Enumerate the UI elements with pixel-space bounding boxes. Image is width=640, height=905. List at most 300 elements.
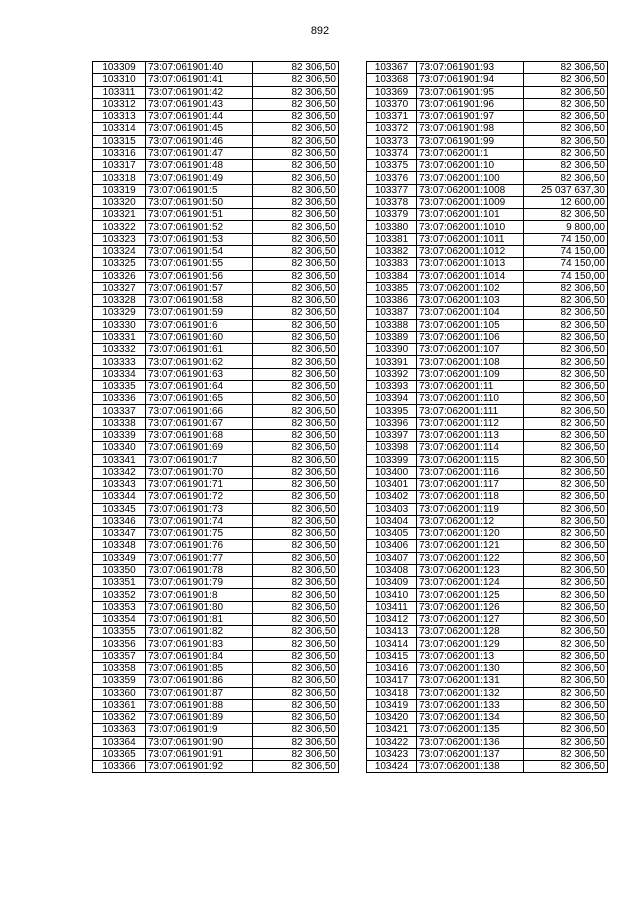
row-number-cell: 103329 — [93, 307, 146, 319]
table-row — [367, 344, 608, 356]
table-row — [367, 626, 608, 638]
row-number-cell: 103393 — [367, 380, 417, 392]
value-cell: 82 306,50 — [524, 650, 608, 662]
table-row — [93, 613, 339, 625]
value-cell: 82 306,50 — [253, 540, 339, 552]
row-number-cell: 103355 — [93, 626, 146, 638]
row-number-cell: 103411 — [367, 601, 417, 613]
cadastral-number-cell: 73:07:061901:88 — [146, 699, 253, 711]
row-number-cell: 103422 — [367, 736, 417, 748]
row-number-cell: 103381 — [367, 233, 417, 245]
table-row — [93, 282, 339, 294]
value-cell: 82 306,50 — [524, 699, 608, 711]
cadastral-number-cell: 73:07:061901:61 — [146, 344, 253, 356]
cadastral-number-cell: 73:07:061901:68 — [146, 429, 253, 441]
cadastral-number-cell: 73:07:061901:41 — [146, 74, 253, 86]
cadastral-number-cell: 73:07:061901:70 — [146, 466, 253, 478]
table-row — [93, 503, 339, 515]
cadastral-number-cell: 73:07:062001:1010 — [417, 221, 524, 233]
cadastral-number-cell: 73:07:062001:121 — [417, 540, 524, 552]
value-cell: 82 306,50 — [524, 687, 608, 699]
cadastral-number-cell: 73:07:061901:92 — [146, 761, 253, 773]
value-cell: 82 306,50 — [524, 368, 608, 380]
row-number-cell: 103406 — [367, 540, 417, 552]
cadastral-number-cell: 73:07:062001:131 — [417, 675, 524, 687]
row-number-cell: 103404 — [367, 515, 417, 527]
cadastral-number-cell: 73:07:062001:107 — [417, 344, 524, 356]
cadastral-number-cell: 73:07:062001:110 — [417, 393, 524, 405]
value-cell: 82 306,50 — [524, 552, 608, 564]
row-number-cell: 103371 — [367, 111, 417, 123]
value-cell: 82 306,50 — [253, 552, 339, 564]
cadastral-number-cell: 73:07:061901:51 — [146, 209, 253, 221]
cadastral-number-cell: 73:07:061901:49 — [146, 172, 253, 184]
table-row — [93, 601, 339, 613]
cadastral-number-cell: 73:07:062001:108 — [417, 356, 524, 368]
table-row — [93, 466, 339, 478]
value-cell: 82 306,50 — [524, 86, 608, 98]
cadastral-number-cell: 73:07:061901:7 — [146, 454, 253, 466]
value-cell: 82 306,50 — [253, 663, 339, 675]
cadastral-number-cell: 73:07:061901:50 — [146, 196, 253, 208]
value-cell: 82 306,50 — [524, 405, 608, 417]
value-cell: 82 306,50 — [524, 503, 608, 515]
row-number-cell: 103401 — [367, 479, 417, 491]
row-number-cell: 103403 — [367, 503, 417, 515]
cadastral-number-cell: 73:07:061901:55 — [146, 258, 253, 270]
value-cell: 82 306,50 — [253, 626, 339, 638]
cadastral-number-cell: 73:07:061901:89 — [146, 712, 253, 724]
cadastral-number-cell: 73:07:062001:105 — [417, 319, 524, 331]
cadastral-number-cell: 73:07:061901:40 — [146, 62, 253, 74]
table-row — [93, 748, 339, 760]
table-row — [367, 712, 608, 724]
row-number-cell: 103314 — [93, 123, 146, 135]
value-cell: 82 306,50 — [253, 307, 339, 319]
value-cell: 82 306,50 — [253, 712, 339, 724]
row-number-cell: 103332 — [93, 344, 146, 356]
value-cell: 82 306,50 — [524, 761, 608, 773]
cadastral-number-cell: 73:07:061901:5 — [146, 184, 253, 196]
table-row — [367, 699, 608, 711]
row-number-cell: 103418 — [367, 687, 417, 699]
cadastral-number-cell: 73:07:061901:80 — [146, 601, 253, 613]
cadastral-number-cell: 73:07:061901:96 — [417, 98, 524, 110]
table-row — [93, 540, 339, 552]
table-row — [93, 245, 339, 257]
row-number-cell: 103327 — [93, 282, 146, 294]
row-number-cell: 103370 — [367, 98, 417, 110]
row-number-cell: 103321 — [93, 209, 146, 221]
cadastral-number-cell: 73:07:061901:42 — [146, 86, 253, 98]
cadastral-number-cell: 73:07:061901:90 — [146, 736, 253, 748]
value-cell: 82 306,50 — [524, 98, 608, 110]
value-cell: 82 306,50 — [524, 638, 608, 650]
value-cell: 82 306,50 — [253, 368, 339, 380]
value-cell: 82 306,50 — [253, 564, 339, 576]
value-cell: 74 150,00 — [524, 270, 608, 282]
table-row — [367, 736, 608, 748]
value-cell: 74 150,00 — [524, 258, 608, 270]
value-cell: 82 306,50 — [253, 479, 339, 491]
table-row — [367, 160, 608, 172]
row-number-cell: 103328 — [93, 295, 146, 307]
value-cell: 82 306,50 — [253, 258, 339, 270]
cadastral-number-cell: 73:07:062001:128 — [417, 626, 524, 638]
cadastral-number-cell: 73:07:061901:54 — [146, 245, 253, 257]
cadastral-number-cell: 73:07:061901:62 — [146, 356, 253, 368]
row-number-cell: 103325 — [93, 258, 146, 270]
table-row — [93, 172, 339, 184]
value-cell: 74 150,00 — [524, 233, 608, 245]
table-row — [93, 221, 339, 233]
row-number-cell: 103395 — [367, 405, 417, 417]
table-row — [93, 417, 339, 429]
table-row — [93, 331, 339, 343]
table-row — [367, 601, 608, 613]
table-row — [93, 405, 339, 417]
value-cell: 82 306,50 — [524, 675, 608, 687]
table-row — [93, 564, 339, 576]
cadastral-number-cell: 73:07:061901:79 — [146, 577, 253, 589]
table-body — [93, 62, 339, 773]
row-number-cell: 103323 — [93, 233, 146, 245]
cadastral-number-cell: 73:07:061901:78 — [146, 564, 253, 576]
table-row — [367, 307, 608, 319]
value-cell: 82 306,50 — [524, 663, 608, 675]
table-row — [367, 479, 608, 491]
value-cell: 82 306,50 — [524, 344, 608, 356]
table-row — [93, 233, 339, 245]
table-row — [367, 331, 608, 343]
cadastral-number-cell: 73:07:062001:109 — [417, 368, 524, 380]
table-row — [367, 356, 608, 368]
row-number-cell: 103373 — [367, 135, 417, 147]
row-number-cell: 103320 — [93, 196, 146, 208]
cadastral-number-cell: 73:07:062001:123 — [417, 564, 524, 576]
cadastral-number-cell: 73:07:062001:130 — [417, 663, 524, 675]
value-cell: 82 306,50 — [524, 491, 608, 503]
cadastral-number-cell: 73:07:061901:93 — [417, 62, 524, 74]
cadastral-number-cell: 73:07:062001:127 — [417, 613, 524, 625]
table-row — [367, 417, 608, 429]
table-row — [367, 613, 608, 625]
row-number-cell: 103346 — [93, 515, 146, 527]
table-row — [367, 528, 608, 540]
table-row — [93, 724, 339, 736]
cadastral-number-cell: 73:07:061901:97 — [417, 111, 524, 123]
row-number-cell: 103309 — [93, 62, 146, 74]
value-cell: 82 306,50 — [253, 331, 339, 343]
cadastral-number-cell: 73:07:061901:69 — [146, 442, 253, 454]
value-cell: 25 037 637,30 — [524, 184, 608, 196]
table-row — [93, 111, 339, 123]
table-row — [367, 86, 608, 98]
row-number-cell: 103324 — [93, 245, 146, 257]
cadastral-number-cell: 73:07:062001:104 — [417, 307, 524, 319]
table-row — [367, 147, 608, 159]
table-row — [93, 319, 339, 331]
cadastral-number-cell: 73:07:061901:67 — [146, 417, 253, 429]
cadastral-number-cell: 73:07:061901:60 — [146, 331, 253, 343]
table-row — [367, 74, 608, 86]
row-number-cell: 103413 — [367, 626, 417, 638]
value-cell: 82 306,50 — [253, 356, 339, 368]
value-cell: 82 306,50 — [524, 393, 608, 405]
page-number: 892 — [310, 25, 330, 37]
table-row — [93, 650, 339, 662]
cadastral-number-cell: 73:07:061901:66 — [146, 405, 253, 417]
value-cell: 82 306,50 — [253, 515, 339, 527]
cadastral-number-cell: 73:07:061901:95 — [417, 86, 524, 98]
value-cell: 82 306,50 — [253, 184, 339, 196]
row-number-cell: 103344 — [93, 491, 146, 503]
cadastral-number-cell: 73:07:061901:91 — [146, 748, 253, 760]
cadastral-number-cell: 73:07:062001:1009 — [417, 196, 524, 208]
cadastral-number-cell: 73:07:061901:43 — [146, 98, 253, 110]
table-row — [93, 454, 339, 466]
row-number-cell: 103383 — [367, 258, 417, 270]
table-row — [367, 748, 608, 760]
value-cell: 82 306,50 — [524, 147, 608, 159]
value-cell: 82 306,50 — [253, 295, 339, 307]
value-cell: 82 306,50 — [524, 209, 608, 221]
value-cell: 82 306,50 — [524, 540, 608, 552]
row-number-cell: 103356 — [93, 638, 146, 650]
value-cell: 82 306,50 — [253, 270, 339, 282]
row-number-cell: 103362 — [93, 712, 146, 724]
row-number-cell: 103420 — [367, 712, 417, 724]
value-cell: 82 306,50 — [524, 331, 608, 343]
cadastral-number-cell: 73:07:062001:114 — [417, 442, 524, 454]
value-cell: 82 306,50 — [253, 466, 339, 478]
cadastral-number-cell: 73:07:062001:125 — [417, 589, 524, 601]
row-number-cell: 103337 — [93, 405, 146, 417]
table-row — [367, 319, 608, 331]
value-cell: 82 306,50 — [524, 160, 608, 172]
row-number-cell: 103341 — [93, 454, 146, 466]
cadastral-number-cell: 73:07:061901:45 — [146, 123, 253, 135]
cadastral-number-cell: 73:07:061901:63 — [146, 368, 253, 380]
row-number-cell: 103389 — [367, 331, 417, 343]
table-row — [93, 712, 339, 724]
value-cell: 82 306,50 — [524, 479, 608, 491]
table-row — [93, 344, 339, 356]
value-cell: 82 306,50 — [253, 442, 339, 454]
value-cell: 82 306,50 — [253, 724, 339, 736]
value-cell: 82 306,50 — [524, 748, 608, 760]
value-cell: 82 306,50 — [524, 307, 608, 319]
value-cell: 82 306,50 — [253, 613, 339, 625]
cadastral-number-cell: 73:07:062001:1011 — [417, 233, 524, 245]
table-row — [367, 233, 608, 245]
value-cell: 82 306,50 — [524, 429, 608, 441]
cadastral-number-cell: 73:07:062001:135 — [417, 724, 524, 736]
table-row — [367, 589, 608, 601]
cadastral-number-cell: 73:07:062001:136 — [417, 736, 524, 748]
register-table-right — [366, 61, 608, 773]
table-row — [93, 368, 339, 380]
value-cell: 82 306,50 — [524, 135, 608, 147]
row-number-cell: 103349 — [93, 552, 146, 564]
table-row — [93, 491, 339, 503]
row-number-cell: 103379 — [367, 209, 417, 221]
row-number-cell: 103405 — [367, 528, 417, 540]
row-number-cell: 103347 — [93, 528, 146, 540]
value-cell: 82 306,50 — [253, 74, 339, 86]
row-number-cell: 103336 — [93, 393, 146, 405]
cadastral-number-cell: 73:07:061901:8 — [146, 589, 253, 601]
table-row — [367, 638, 608, 650]
value-cell: 82 306,50 — [253, 638, 339, 650]
value-cell: 82 306,50 — [524, 454, 608, 466]
row-number-cell: 103402 — [367, 491, 417, 503]
cadastral-number-cell: 73:07:061901:58 — [146, 295, 253, 307]
table-row — [93, 258, 339, 270]
table-row — [367, 393, 608, 405]
table-row — [93, 160, 339, 172]
value-cell: 82 306,50 — [253, 748, 339, 760]
table-row — [367, 577, 608, 589]
row-number-cell: 103374 — [367, 147, 417, 159]
value-cell: 82 306,50 — [253, 319, 339, 331]
value-cell: 82 306,50 — [524, 172, 608, 184]
cadastral-number-cell: 73:07:062001:106 — [417, 331, 524, 343]
table-row — [93, 98, 339, 110]
row-number-cell: 103339 — [93, 429, 146, 441]
value-cell: 82 306,50 — [253, 454, 339, 466]
table-row — [367, 454, 608, 466]
row-number-cell: 103351 — [93, 577, 146, 589]
cadastral-number-cell: 73:07:061901:94 — [417, 74, 524, 86]
value-cell: 82 306,50 — [524, 736, 608, 748]
cadastral-number-cell: 73:07:062001:138 — [417, 761, 524, 773]
table-row — [367, 295, 608, 307]
row-number-cell: 103384 — [367, 270, 417, 282]
table-row — [367, 62, 608, 74]
table-row — [93, 74, 339, 86]
value-cell: 82 306,50 — [524, 295, 608, 307]
cadastral-number-cell: 73:07:062001:137 — [417, 748, 524, 760]
value-cell: 82 306,50 — [524, 564, 608, 576]
value-cell: 82 306,50 — [524, 123, 608, 135]
cadastral-number-cell: 73:07:062001:124 — [417, 577, 524, 589]
cadastral-number-cell: 73:07:062001:133 — [417, 699, 524, 711]
row-number-cell: 103377 — [367, 184, 417, 196]
value-cell: 82 306,50 — [253, 62, 339, 74]
cadastral-number-cell: 73:07:061901:99 — [417, 135, 524, 147]
table-row — [93, 577, 339, 589]
table-row — [367, 245, 608, 257]
value-cell: 82 306,50 — [253, 196, 339, 208]
cadastral-number-cell: 73:07:062001:10 — [417, 160, 524, 172]
value-cell: 82 306,50 — [253, 589, 339, 601]
value-cell: 82 306,50 — [253, 233, 339, 245]
row-number-cell: 103350 — [93, 564, 146, 576]
value-cell: 82 306,50 — [253, 245, 339, 257]
value-cell: 82 306,50 — [524, 380, 608, 392]
cadastral-number-cell: 73:07:062001:118 — [417, 491, 524, 503]
cadastral-number-cell: 73:07:061901:44 — [146, 111, 253, 123]
cadastral-number-cell: 73:07:062001:1012 — [417, 245, 524, 257]
table-row — [367, 540, 608, 552]
row-number-cell: 103366 — [93, 761, 146, 773]
cadastral-number-cell: 73:07:062001:122 — [417, 552, 524, 564]
value-cell: 9 800,00 — [524, 221, 608, 233]
row-number-cell: 103326 — [93, 270, 146, 282]
row-number-cell: 103400 — [367, 466, 417, 478]
cadastral-number-cell: 73:07:061901:65 — [146, 393, 253, 405]
row-number-cell: 103331 — [93, 331, 146, 343]
value-cell: 82 306,50 — [524, 417, 608, 429]
cadastral-number-cell: 73:07:062001:120 — [417, 528, 524, 540]
cadastral-number-cell: 73:07:061901:52 — [146, 221, 253, 233]
value-cell: 82 306,50 — [524, 724, 608, 736]
table-row — [93, 736, 339, 748]
cadastral-number-cell: 73:07:062001:115 — [417, 454, 524, 466]
cadastral-number-cell: 73:07:061901:83 — [146, 638, 253, 650]
value-cell: 82 306,50 — [253, 282, 339, 294]
table-row — [93, 209, 339, 221]
row-number-cell: 103354 — [93, 613, 146, 625]
table-row — [367, 650, 608, 662]
cadastral-number-cell: 73:07:062001:132 — [417, 687, 524, 699]
table-row — [367, 552, 608, 564]
cadastral-number-cell: 73:07:062001:116 — [417, 466, 524, 478]
table-row — [93, 638, 339, 650]
row-number-cell: 103365 — [93, 748, 146, 760]
row-number-cell: 103334 — [93, 368, 146, 380]
value-cell: 74 150,00 — [524, 245, 608, 257]
cadastral-number-cell: 73:07:061901:74 — [146, 515, 253, 527]
row-number-cell: 103369 — [367, 86, 417, 98]
value-cell: 82 306,50 — [524, 601, 608, 613]
value-cell: 82 306,50 — [253, 172, 339, 184]
row-number-cell: 103364 — [93, 736, 146, 748]
table-row — [367, 98, 608, 110]
table-row — [367, 442, 608, 454]
table-row — [93, 123, 339, 135]
cadastral-number-cell: 73:07:061901:75 — [146, 528, 253, 540]
table-row — [93, 393, 339, 405]
table-row — [93, 515, 339, 527]
value-cell: 82 306,50 — [253, 344, 339, 356]
table-row — [367, 663, 608, 675]
value-cell: 82 306,50 — [524, 74, 608, 86]
table-row — [367, 123, 608, 135]
row-number-cell: 103388 — [367, 319, 417, 331]
table-row — [367, 405, 608, 417]
cadastral-number-cell: 73:07:062001:13 — [417, 650, 524, 662]
row-number-cell: 103340 — [93, 442, 146, 454]
cadastral-number-cell: 73:07:061901:71 — [146, 479, 253, 491]
row-number-cell: 103333 — [93, 356, 146, 368]
value-cell: 82 306,50 — [253, 503, 339, 515]
row-number-cell: 103342 — [93, 466, 146, 478]
row-number-cell: 103330 — [93, 319, 146, 331]
cadastral-number-cell: 73:07:062001:1013 — [417, 258, 524, 270]
row-number-cell: 103372 — [367, 123, 417, 135]
table-row — [367, 564, 608, 576]
table-row — [93, 356, 339, 368]
table-body — [367, 62, 608, 773]
row-number-cell: 103319 — [93, 184, 146, 196]
cadastral-number-cell: 73:07:061901:46 — [146, 135, 253, 147]
table-row — [93, 86, 339, 98]
table-row — [367, 515, 608, 527]
table-row — [93, 479, 339, 491]
row-number-cell: 103397 — [367, 429, 417, 441]
